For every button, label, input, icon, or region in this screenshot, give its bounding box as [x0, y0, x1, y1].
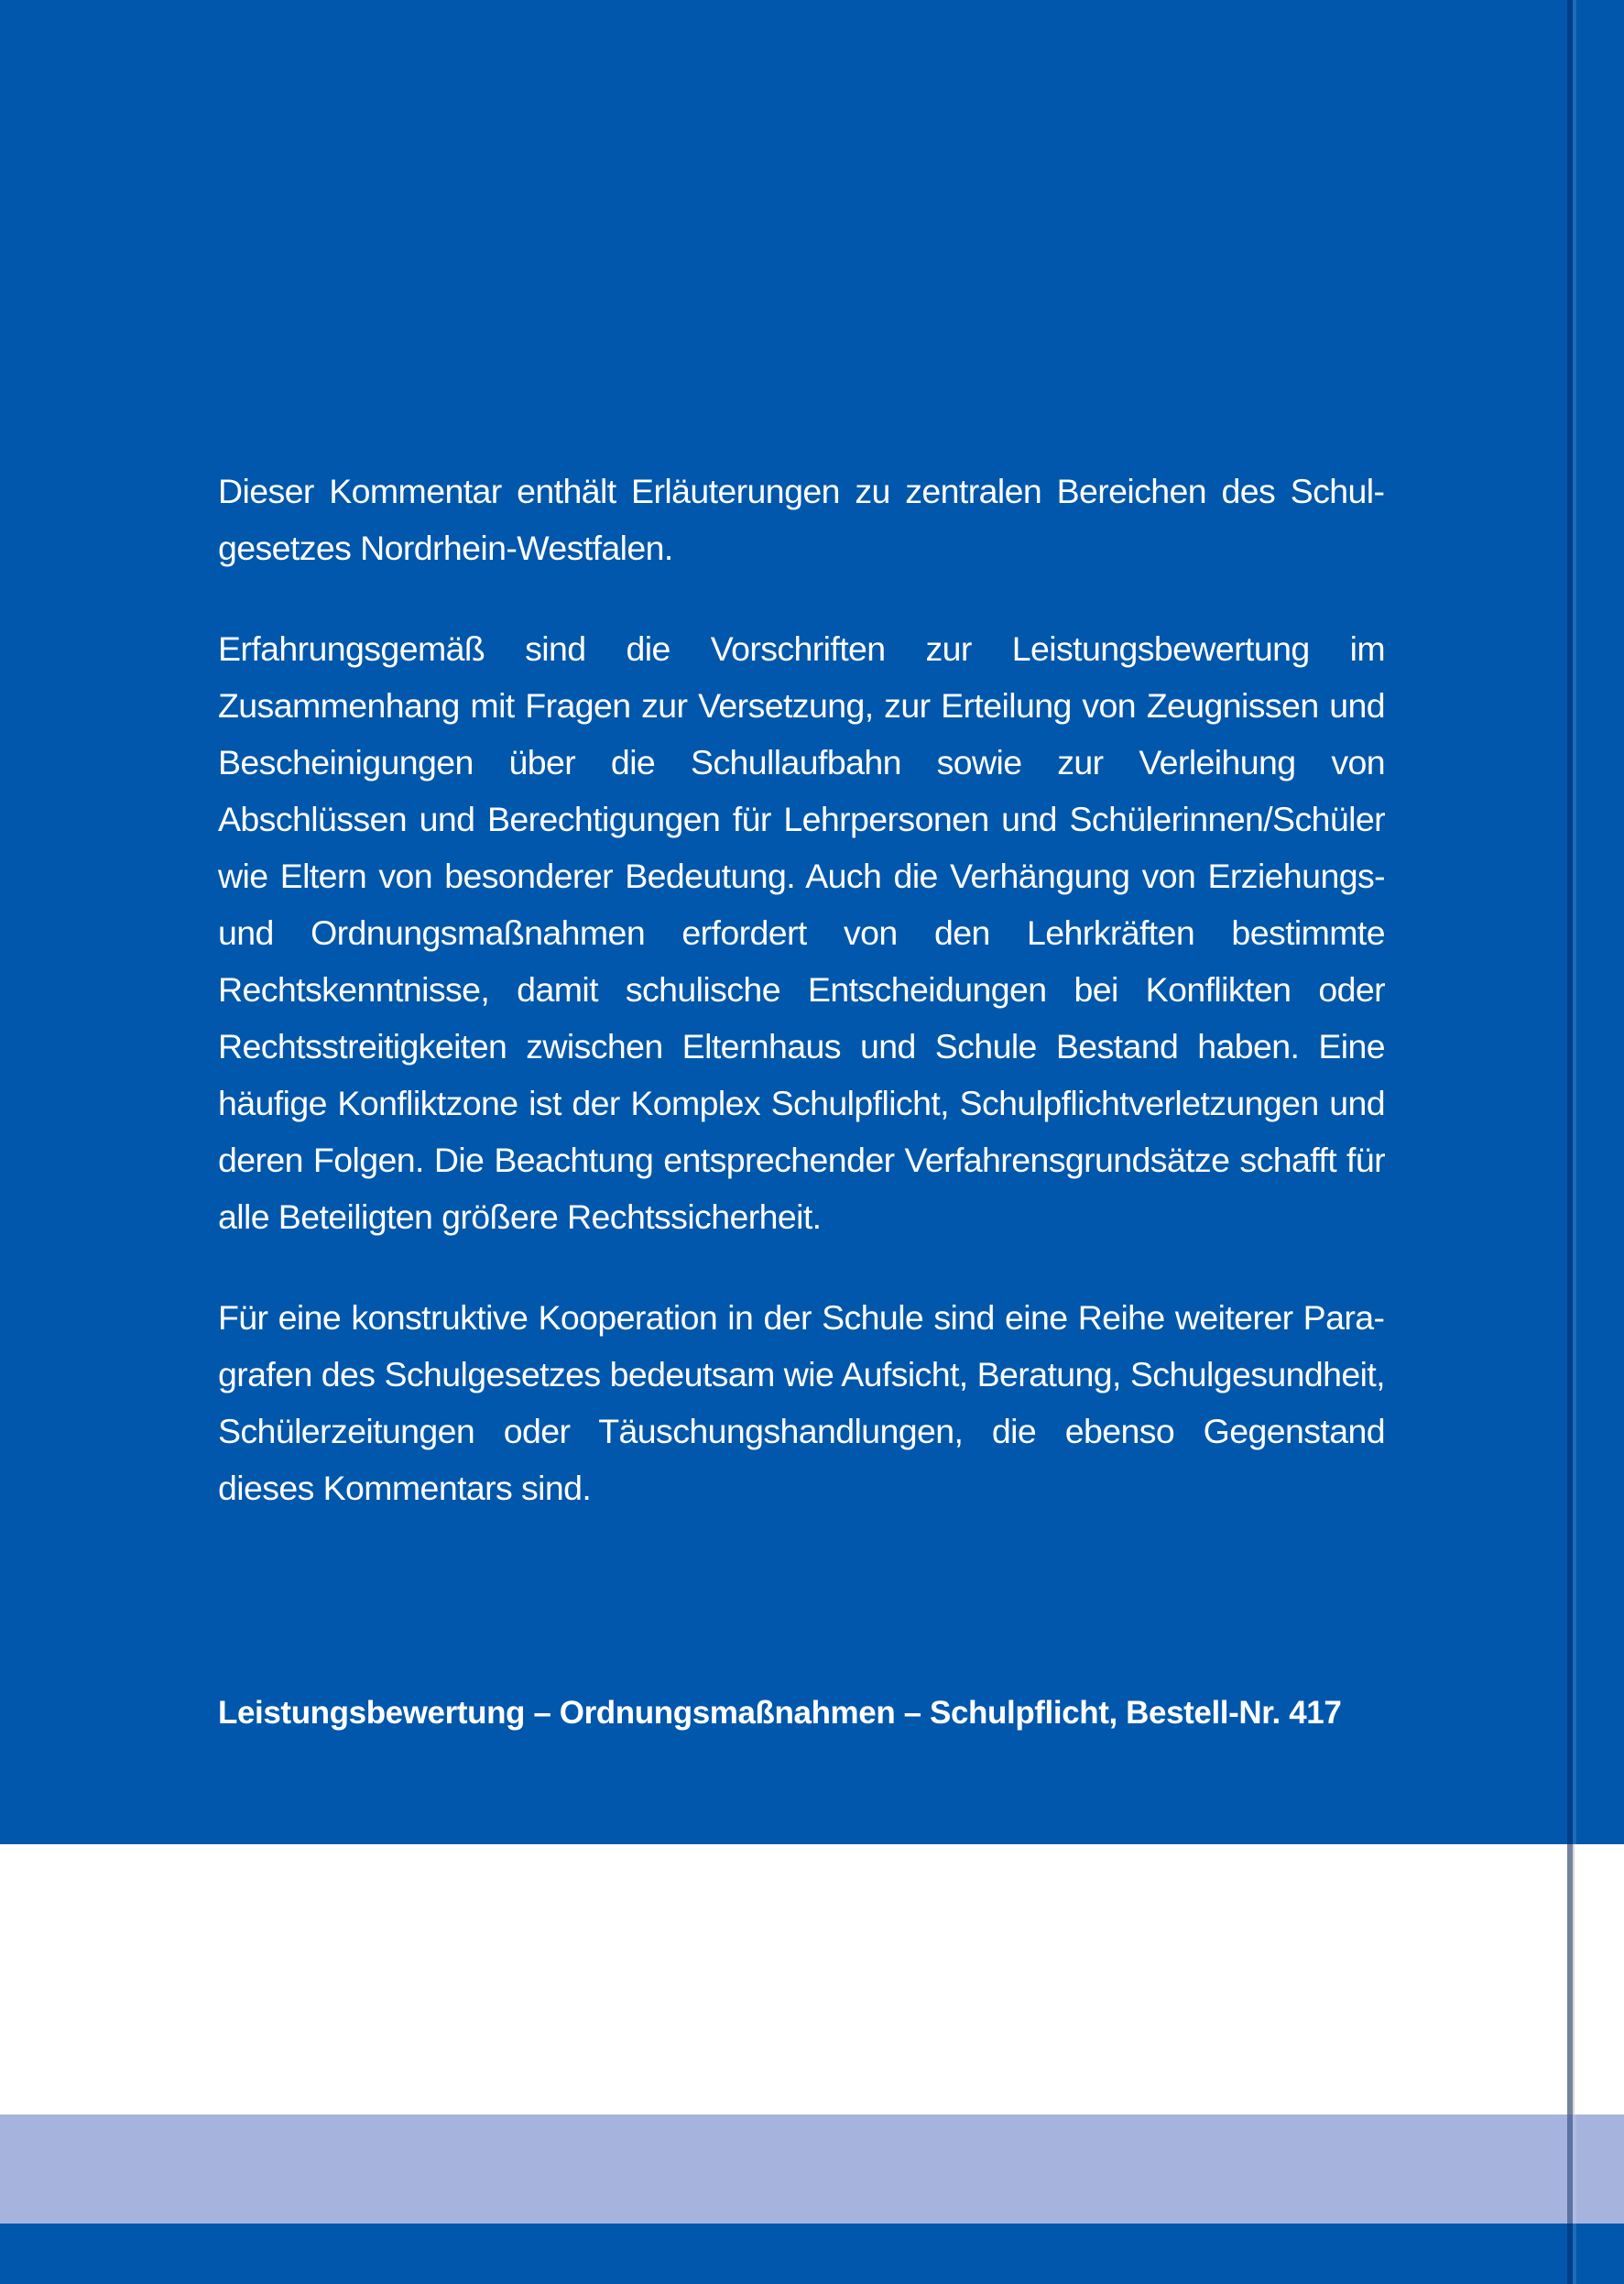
cover-lavender-band — [0, 2115, 1624, 2224]
description-paragraph-1: Dieser Kommentar enthält Erläuterungen zu zentralen Bereichen des Schulgesetzes Nordrhein-Westfalen. — [218, 472, 1385, 567]
description-text-block — [218, 463, 1385, 1560]
cover-bottom-blue-band — [0, 2224, 1624, 2284]
spine-highlight-line — [1573, 0, 1576, 2284]
cover-white-band — [0, 1844, 1624, 2115]
description-paragraph-3: Für eine konstruktive Kooperation in der Schule sind eine Reihe weiterer Paragrafen des Schulgesetzes bedeutsam wie Aufsicht, Beratung, Schulgesundheit, Schülerzeitungen oder Täuschungshandlungen, die ebenso Gegenstand dieses Kommentars sind. — [218, 1298, 1385, 1507]
description-paragraph-2: Erfahrungsgemäß sind die Vorschriften zur Leistungsbewertung im Zusammenhang mit Fragen zur Versetzung, zur Erteilung von Zeugnissen und Bescheinigungen über die Schullaufbahn sowie zur Verleihung von Abschlüssen und Berechtigungen für Lehrpersonen und Schülerinnen/Schüler wie Eltern von besonderer Bedeutung. Auch die Verhängung von Erziehungs- und Ordnungsmaßnahmen erfordert von den Lehrkräften bestimmte Rechtskenntnisse, damit schulische Entscheidungen bei Konflikten oder Rechtsstreitigkeiten zwischen Elternhaus und Schule Bestand haben. Eine häufige Konfliktzone ist der Komplex Schulpflicht, Schulpflichtverletzungen und deren Folgen. Die Beachtung entsprechender Verfahrensgrundsätze schafft für alle Beteiligten größere Rechtssicherheit. — [218, 629, 1385, 1236]
publication-title-line: Leistungsbewertung – Ordnungsmaßnahmen – Schulpflicht, Bestell-Nr. 417 — [218, 1695, 1342, 1731]
